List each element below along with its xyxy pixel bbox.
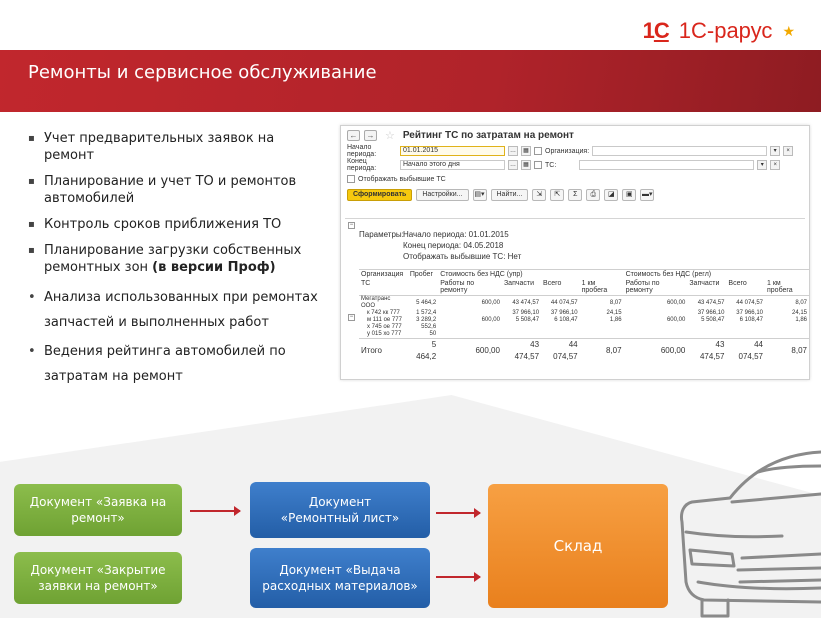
table-cell (438, 310, 502, 317)
table-cell: 3 289,2 (416, 317, 437, 323)
select-button[interactable]: … (510, 148, 516, 154)
table-cell: 43 474,57 (687, 339, 726, 364)
find-button[interactable]: Найти... (491, 189, 529, 201)
calendar-icon[interactable]: ▦ (521, 160, 531, 170)
table-cell (502, 331, 541, 339)
list-item: ▪ Планирование и учет ТО и ремонтов автомобилей (28, 173, 328, 207)
table-body (359, 296, 809, 339)
col-parts: Запчасти (502, 279, 541, 296)
box-line: Документ (308, 495, 372, 509)
generate-button[interactable]: Сформировать (347, 189, 412, 201)
col-total: Всего (541, 279, 580, 296)
car-illustration-icon (672, 432, 821, 618)
clear-icon[interactable]: × (770, 160, 780, 170)
save-icon[interactable]: ▣ (622, 189, 636, 201)
table-cell: 44 074,57 (736, 299, 763, 306)
col-cost-upr: Стоимость без НДС (упр) (438, 270, 623, 280)
request-document-box: Документ «Заявка на ремонт» (14, 484, 182, 536)
logo-star-icon: ★ (782, 22, 795, 39)
table-cell: у 015 хо 777 (367, 331, 402, 337)
params-line: Конец периода: 04.05.2018 (403, 241, 504, 250)
settings-button[interactable]: Настройки... (416, 189, 468, 201)
table-cell: 37 966,10 (550, 310, 578, 316)
table-cell (726, 331, 765, 339)
report-table (359, 269, 809, 363)
table-cell: 24,15 (606, 310, 622, 316)
table-cell: 50 (429, 331, 437, 337)
table-cell: 600,00 (624, 339, 688, 364)
table-cell: 600,00 (438, 339, 502, 364)
show-retired-label: Отображать выбывшие ТС (358, 175, 446, 183)
list-item: ▪ Контроль сроков приближения ТО (28, 216, 328, 233)
params-line: Начало периода: 01.01.2015 (403, 230, 509, 239)
print-icon[interactable]: ⎙ (586, 189, 600, 201)
period-end-label: Конец периода: (347, 158, 377, 172)
period-end-input[interactable]: Начало этого дня (400, 160, 505, 170)
report-window (340, 125, 810, 380)
report-params (359, 229, 521, 262)
params-label: Параметры: (359, 230, 404, 239)
close-request-document-box: Документ «Закрытие заявки на ремонт» (14, 552, 182, 604)
list-item: • Ведения рейтинга автомобилей по затратам на ремонт (28, 339, 328, 389)
forward-icon[interactable]: → (364, 130, 377, 141)
expand-icon[interactable]: ⇲ (532, 189, 546, 201)
table-cell: 1 572,4 (416, 310, 437, 316)
table-cell: 5 464,2 (408, 339, 438, 364)
list-item-text: Планирование загрузки собственных ремонтных зон (44, 243, 302, 275)
col-cost-regl: Стоимость без НДС (регл) (624, 270, 809, 280)
collapse-group-icon[interactable]: − (349, 314, 354, 320)
table-cell: 44 074,57 (541, 339, 580, 364)
report-title: Рейтинг ТС по затратам на ремонт (402, 129, 574, 141)
more-icon[interactable]: ▬▾ (640, 189, 654, 201)
period-start-row (341, 144, 809, 158)
list-item (28, 242, 328, 276)
dropdown-icon[interactable]: ▾ (757, 160, 767, 170)
table-cell: 5 508,47 (701, 317, 725, 323)
col-parts: Запчасти (687, 279, 726, 296)
table-cell: 6 108,47 (739, 317, 763, 323)
back-icon[interactable]: ← (347, 130, 360, 141)
table-cell: 43 474,57 (697, 299, 725, 306)
feature-list (28, 130, 328, 393)
table-cell: 44 074,57 (726, 339, 765, 364)
table-cell (541, 324, 580, 331)
table-cell: 24,15 (791, 310, 807, 316)
list-item: • Анализа использованных при ремонтах запчастей и выполненных работ (28, 285, 328, 335)
list-item: ▪ Учет предварительных заявок на ремонт (28, 130, 328, 164)
table-cell: 1,86 (795, 317, 807, 323)
table-cell: 6 108,47 (554, 317, 578, 323)
table-cell (726, 324, 765, 331)
table-cell (624, 324, 688, 331)
brand-logo (643, 18, 795, 44)
table-cell: 552,6 (421, 324, 437, 330)
report-toolbar (341, 186, 809, 203)
table-cell (438, 324, 502, 331)
list-item-bold: (в версии Проф) (152, 260, 276, 275)
total-row (359, 339, 809, 364)
arrow-icon (190, 510, 240, 512)
table-row (359, 317, 809, 324)
table-cell: 37 966,10 (736, 310, 763, 316)
report-header (341, 126, 809, 144)
table-cell: м 111 ое 777 (367, 317, 402, 323)
table-cell: 1,86 (609, 317, 622, 323)
show-retired-row (341, 172, 809, 186)
variants-icon[interactable]: ▤▾ (473, 189, 487, 201)
select-button[interactable]: … (510, 162, 516, 168)
ts-label: ТС: (545, 161, 557, 169)
materials-issue-document-box: Документ «Выдача расходных материалов» (250, 548, 430, 608)
table-cell (541, 331, 580, 339)
collapse-group-icon[interactable]: − (349, 222, 354, 228)
table-cell: 8,07 (765, 339, 809, 364)
table-cell: Мегатранс ООО (361, 296, 391, 309)
logo-1c: 1C (642, 18, 669, 43)
warehouse-box: Склад (488, 484, 668, 608)
show-retired-checkbox[interactable] (347, 175, 355, 183)
table-cell: 600,00 (481, 299, 500, 306)
col-mileage: Пробег (408, 270, 438, 280)
table-row (359, 296, 809, 311)
org-input[interactable] (592, 146, 767, 156)
table-cell: 8,07 (580, 339, 624, 364)
page-title: Ремонты и сервисное обслуживание (28, 62, 377, 83)
collapse-icon[interactable]: ⇱ (550, 189, 564, 201)
col-org: Организация (359, 270, 408, 280)
col-total: Всего (726, 279, 765, 296)
col-works: Работы по ремонту (438, 279, 502, 296)
table-row (359, 324, 809, 331)
arrow-icon (436, 576, 480, 578)
org-checkbox[interactable] (534, 147, 542, 155)
favorite-star-icon[interactable]: ☆ (385, 129, 395, 142)
report-body (345, 218, 805, 375)
preview-icon[interactable]: ◪ (604, 189, 618, 201)
table-cell (580, 331, 624, 339)
table-cell: 600,00 (666, 317, 686, 323)
table-cell: к 742 кк 777 (367, 310, 400, 316)
table-cell: 5 464,2 (416, 299, 437, 306)
table-cell (502, 324, 541, 331)
table-cell: 43 474,57 (512, 299, 540, 306)
table-row (359, 331, 809, 339)
table-cell: 37 966,10 (512, 310, 540, 316)
table-row (359, 310, 809, 317)
col-per-km: 1 км пробега (765, 279, 809, 296)
table-cell: 600,00 (481, 317, 500, 323)
table-cell: Итого (359, 339, 408, 364)
table-cell (624, 310, 688, 317)
period-start-input[interactable]: 01.01.2015 (400, 146, 505, 156)
params-line: Отображать выбывшие ТС: Нет (403, 252, 522, 261)
dropdown-icon[interactable]: ▾ (770, 146, 780, 156)
table-cell (438, 331, 502, 339)
col-per-km: 1 км пробега (580, 279, 624, 296)
table-cell: 43 474,57 (502, 339, 541, 364)
calendar-icon[interactable]: ▦ (521, 146, 531, 156)
table-cell: 37 966,10 (697, 310, 725, 316)
logo-rarus: 1С-рарус (678, 18, 773, 43)
table-cell: 8,07 (795, 299, 807, 306)
table-cell (687, 331, 726, 339)
ts-checkbox[interactable] (534, 161, 542, 169)
table-cell (765, 331, 809, 339)
sum-icon[interactable]: Σ (568, 189, 582, 201)
org-label: Организация: (545, 147, 590, 155)
period-start-label: Начало периода: (347, 144, 377, 158)
col-works: Работы по ремонту (624, 279, 688, 296)
table-cell (580, 324, 624, 331)
table-cell (687, 324, 726, 331)
table-cell: х 745 ое 777 (367, 324, 402, 330)
table-cell: 600,00 (666, 299, 686, 306)
clear-icon[interactable]: × (783, 146, 793, 156)
period-end-row (341, 158, 809, 172)
table-cell: 5 508,47 (515, 317, 540, 323)
table-cell: 44 074,57 (550, 299, 578, 306)
arrow-icon (436, 512, 480, 514)
col-ts: ТС (359, 279, 408, 296)
table-cell (624, 331, 688, 339)
box-line: «Ремонтный лист» (280, 511, 400, 525)
table-cell: 8,07 (609, 299, 622, 306)
repair-sheet-document-box (250, 482, 430, 538)
ts-input[interactable] (579, 160, 754, 170)
table-cell (765, 324, 809, 331)
